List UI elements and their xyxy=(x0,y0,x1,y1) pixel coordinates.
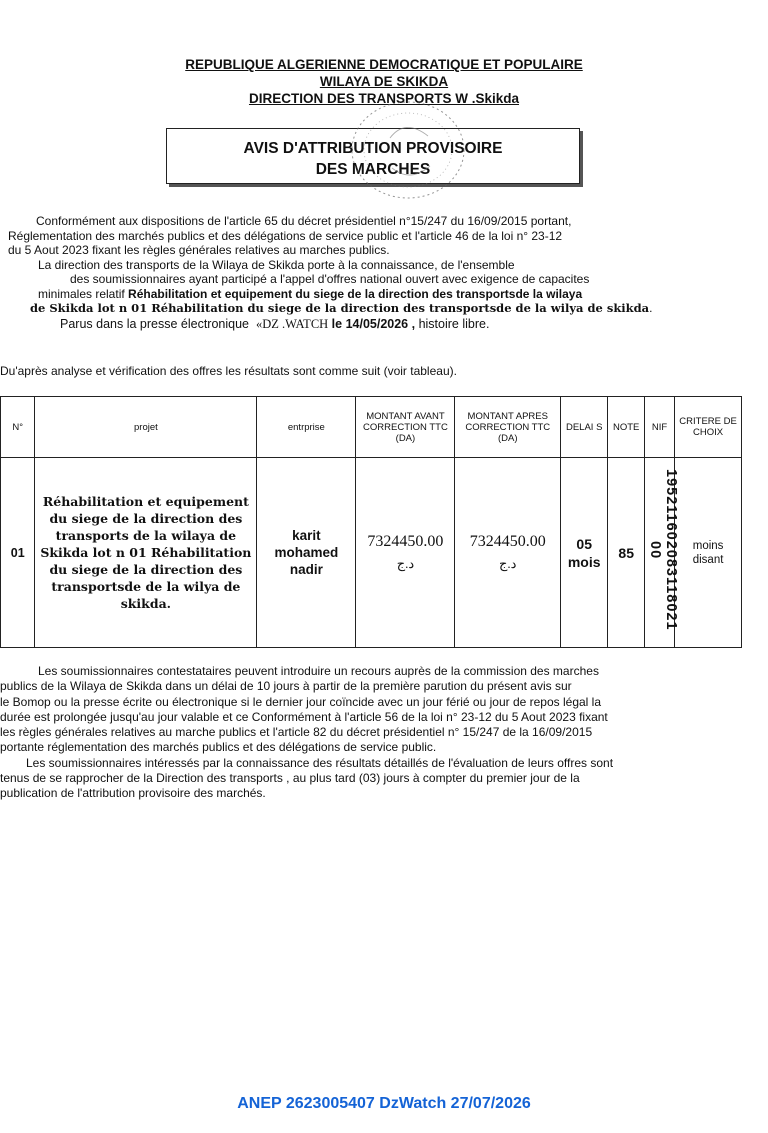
closing-paragraph-1-line-3: le Bomop ou la presse écrite ou électronique si le dernier jour coïncide avec un jour férié ou jour de repos légal la xyxy=(0,694,602,709)
header-republic: REPUBLIQUE ALGERIENNE DEMOCRATIQUE ET POPULAIRE xyxy=(185,57,583,72)
montant-apres-value: 7324450.00 xyxy=(469,532,546,550)
press-suffix: histoire libre. xyxy=(418,316,490,331)
table-header-row xyxy=(1,397,742,458)
header-delai: DELAI S xyxy=(561,397,608,458)
press-date: le 14/05/2026 , xyxy=(331,316,416,331)
montant-apres-currency: د.ج xyxy=(499,555,517,571)
intro-subject-prefix: minimales relatif xyxy=(38,286,125,301)
intro-paragraph-2-line-2: des soumissionnaires ayant participé a l'appel d'offres national ouvert avec exigence de capacites xyxy=(70,272,590,286)
notice-title-line2: DES MARCHES xyxy=(315,161,431,178)
row-projet: Réhabilitation et equipement du siege de la direction des transports de la wilaya de Skikda lot n 01 Réhabilitation du siege de la direction des transportsde de la wilya de skikda. xyxy=(35,458,257,648)
intro-paragraph-1-line-1: Conformément aux dispositions de l'article 65 du décret présidentiel n°15/247 du 16/09/2015 portant, xyxy=(36,214,572,228)
intro-subject-end: . xyxy=(649,301,653,315)
header-wilaya: WILAYA DE SKIKDA xyxy=(319,74,449,89)
montant-avant-value: 7324450.00 xyxy=(367,532,444,550)
official-stamp-icon xyxy=(330,88,480,208)
closing-paragraph-2-line-3: publication de l'attribution provisoire des marchés. xyxy=(0,786,266,801)
publication-footer: ANEP 2623005407 DzWatch 27/07/2026 xyxy=(237,1095,531,1112)
closing-paragraph-1-line-6: portante réglementation des marchés publics et des délégations de service public. xyxy=(0,740,437,755)
header-entreprise: entrprise xyxy=(257,397,356,458)
header-nif: NIF xyxy=(645,397,675,458)
notice-title-line1: AVIS D'ATTRIBUTION PROVISOIRE xyxy=(243,140,503,157)
header-projet: projet xyxy=(35,397,257,458)
intro-subject-line-1 xyxy=(8,287,758,302)
intro-paragraph-1-line-3: du 5 Aout 2023 fixant les règles générales relatives au marches publics. xyxy=(8,243,390,257)
analysis-text: Du'après analyse et vérification des offres les résultats sont comme suit (voir tableau). xyxy=(0,364,457,378)
press-source: «DZ .WATCH xyxy=(255,316,329,331)
press-line xyxy=(8,317,758,332)
intro-paragraph-2-line-1: La direction des transports de la Wilaya de Skikda porte à la connaissance, de l'ensemble xyxy=(38,257,515,272)
closing-paragraph-2-line-2: tenus de se rapprocher de la Direction des transports , au plus tard (03) jours à compter du premier jour de la xyxy=(0,771,580,786)
intro-section xyxy=(8,214,758,331)
header-montant-apres: MONTANT APRES CORRECTION TTC (DA) xyxy=(455,397,561,458)
intro-subject-title-1: Réhabilitation et equipement du siege de la direction des transportsde la wilaya xyxy=(128,286,583,301)
row-montant-avant xyxy=(356,458,455,648)
closing-paragraph-1-line-5: les règles générales relatives au marche publics et l'article 82 du décret présidentiel n° 15/247 de la 16/09/2015 xyxy=(0,725,593,740)
row-nif xyxy=(645,458,679,648)
intro-subject-line-2 xyxy=(8,301,758,316)
row-montant-apres xyxy=(455,458,561,648)
row-note: 85 xyxy=(608,458,645,648)
closing-paragraph-1-line-1: Les soumissionnaires contestataires peuvent introduire un recours auprès de la commission des marches xyxy=(38,664,599,678)
closing-paragraph-1-line-4: durée est prolongée jusqu'au jour valable et ce Conformément à l'article 56 de la loi n° 23-12 du 5 Aout 2023 fixant xyxy=(0,709,608,724)
header-note: NOTE xyxy=(608,397,645,458)
results-table xyxy=(0,396,742,648)
table-row xyxy=(1,458,742,648)
row-number: 01 xyxy=(1,458,35,648)
closing-paragraph-2-line-1: Les soumissionnaires intéressés par la connaissance des résultats détaillés de l'évaluation de leurs offres sont xyxy=(26,755,614,770)
row-critere: moins disant xyxy=(675,458,742,648)
closing-paragraph-1-line-2: publics de la Wilaya de Skikda dans un délai de 10 jours à partir de la première parution du présent avis sur xyxy=(0,679,572,694)
row-entreprise: karit mohamed nadir xyxy=(257,458,356,648)
montant-avant-currency: د.ج xyxy=(396,555,415,571)
intro-subject-title-2: de Skikda lot n 01 Réhabilitation du siege de la direction des transportsde de la wilya de skikda xyxy=(30,301,650,315)
header-montant-avant: MONTANT AVANT CORRECTION TTC (DA) xyxy=(356,397,455,458)
row-delai: 05 mois xyxy=(561,458,608,648)
nif-value: 195211602083118021 00 xyxy=(647,469,679,631)
press-prefix: Parus dans la presse électronique xyxy=(60,316,250,331)
header-direction: DIRECTION DES TRANSPORTS W .Skikda xyxy=(248,91,520,106)
intro-paragraph-1-line-2: Réglementation des marchés publics et des délégations de service public et l'article 46 de la loi n° 23-12 xyxy=(8,228,563,243)
closing-section xyxy=(0,664,750,802)
header-critere: CRITERE DE CHOIX xyxy=(675,397,742,458)
header-number: N° xyxy=(1,397,35,458)
